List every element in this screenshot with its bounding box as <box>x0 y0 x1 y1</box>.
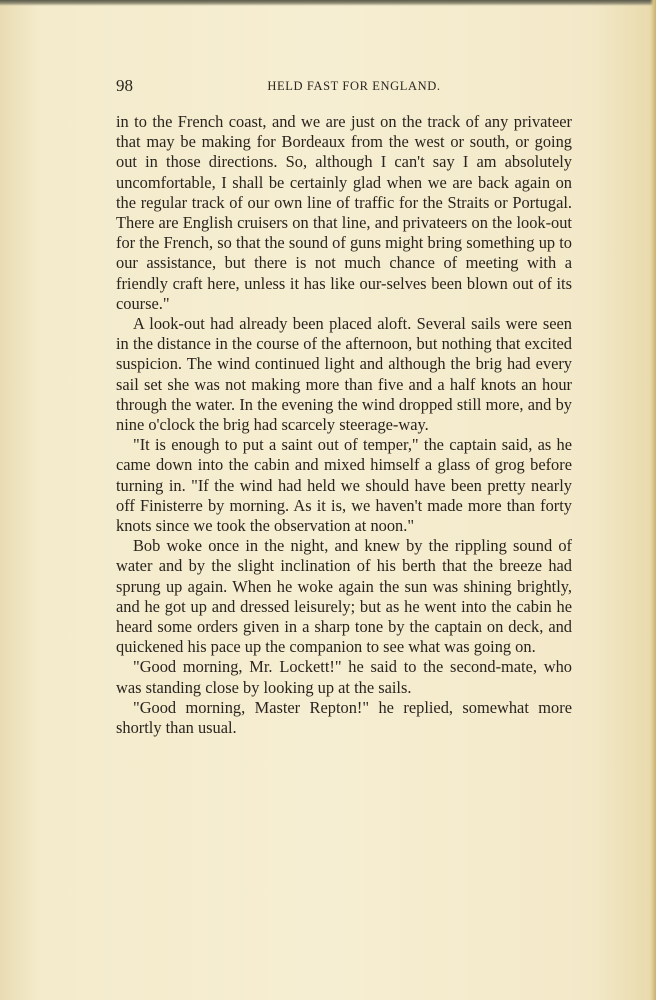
page-right-edge <box>650 0 656 1000</box>
page-top-edge <box>0 0 656 6</box>
body-text <box>116 112 572 738</box>
running-head <box>116 76 572 98</box>
paragraph: A look-out had already been placed aloft. Several sails were seen in the distance in the course of the afternoon, but nothing that excited suspicion. The wind continued light and although the brig had every sail set she was not making more than five and a half knots an hour through the water. In the evening the wind dropped still more, and by nine o'clock the brig had scarcely steerage-way. <box>116 314 572 435</box>
book-title: HELD FAST FOR ENGLAND. <box>267 79 441 93</box>
paragraph: Bob woke once in the night, and knew by the rippling sound of water and by the slight inclination of his berth that the breeze had sprung up again. When he woke again the sun was shining brightly, and he got up and dressed leisurely; but as he went into the cabin he heard some orders given in a sharp tone by the captain on deck, and quickened his pace up the companion to see what was going on. <box>116 536 572 657</box>
page-number: 98 <box>116 76 133 95</box>
paragraph: in to the French coast, and we are just on the track of any privateer that may be making for Bordeaux from the west or south, or going out in those directions. So, although I can't say I am absolutely uncomfortable, I shall be certainly glad when we are back again on the regular track of our own line of traffic for the Straits or Portugal. There are English cruisers on that line, and privateers on the look-out for the French, so that the sound of guns might bring something up to our assistance, but there is not much chance of meeting with a friendly craft here, unless it has like our-selves been blown out of its course." <box>116 112 572 313</box>
paragraph: "Good morning, Master Repton!" he replied, somewhat more shortly than usual. <box>116 697 572 738</box>
paragraph: "It is enough to put a saint out of temper," the captain said, as he came down into the cabin and mixed himself a glass of grog before turning in. "If the wind had held we should have been pretty nearly off Finisterre by morning. As it is, we haven't made more than forty knots since we took the observation at noon." <box>116 435 572 536</box>
paragraph: "Good morning, Mr. Lockett!" he said to the second-mate, who was standing close by looking up at the sails. <box>116 657 572 697</box>
